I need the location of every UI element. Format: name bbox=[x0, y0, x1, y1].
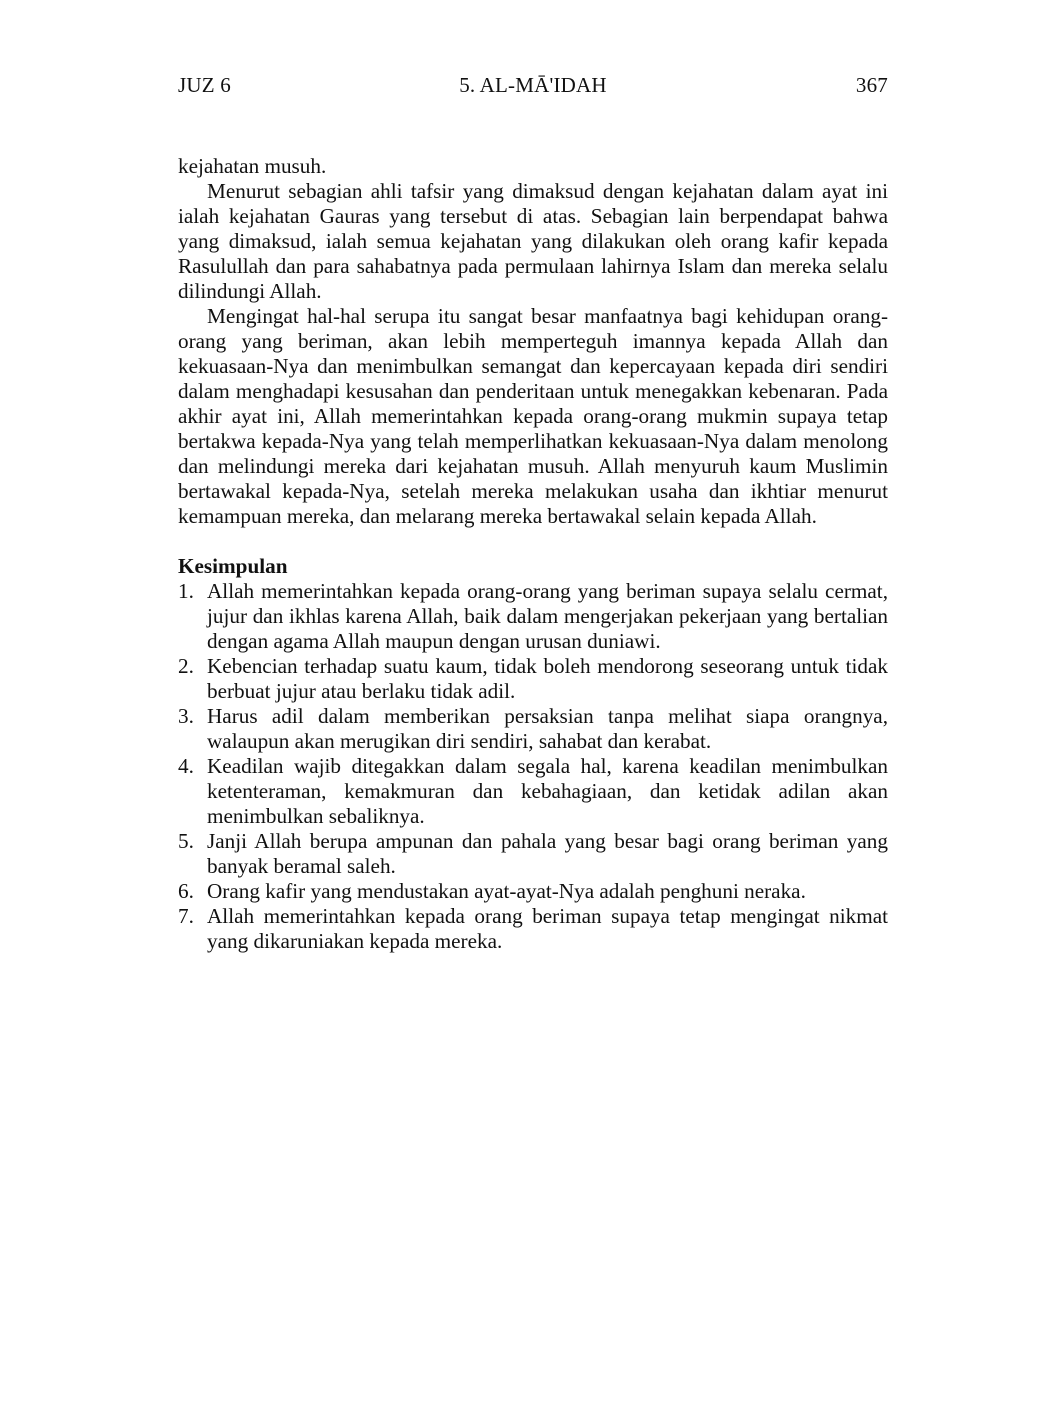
document-page bbox=[178, 68, 888, 954]
header-page-number: 367 bbox=[855, 73, 888, 97]
item-text: Janji Allah berupa ampunan dan pahala yang besar bagi orang beriman yang banyak beramal saleh. bbox=[207, 829, 888, 878]
item-number: 2. bbox=[178, 654, 194, 678]
conclusion-item bbox=[178, 654, 888, 704]
conclusion-item bbox=[178, 579, 888, 654]
conclusion-heading: Kesimpulan bbox=[178, 554, 288, 578]
item-text: Allah memerintahkan kepada orang-orang yang beriman supaya selalu cermat, jujur dan ikhlas karena Allah, baik dalam mengerjakan pekerjaan yang bertalian dengan agama Allah maupun dengan urusan duniawi. bbox=[207, 579, 888, 653]
header-surah-title: 5. AL-MĀ'IDAH bbox=[459, 73, 607, 97]
header-juz: JUZ 6 bbox=[178, 73, 231, 97]
item-number: 4. bbox=[178, 754, 194, 778]
running-header bbox=[178, 68, 888, 102]
item-text: Harus adil dalam memberikan persaksian tanpa melihat siapa orangnya, walaupun akan merugikan diri sendiri, sahabat dan kerabat. bbox=[207, 704, 888, 753]
item-number: 1. bbox=[178, 579, 194, 603]
item-text: Allah memerintahkan kepada orang beriman supaya tetap mengingat nikmat yang dikaruniakan kepada mereka. bbox=[207, 904, 888, 953]
conclusion-item bbox=[178, 904, 888, 954]
item-number: 6. bbox=[178, 879, 194, 903]
conclusion-list bbox=[178, 579, 888, 954]
paragraph-tafsir: Menurut sebagian ahli tafsir yang dimaksud dengan kejahatan dalam ayat ini ialah kejahatan Gauras yang tersebut di atas. Sebagian lain berpendapat bahwa yang dimaksud, ialah semua kejahatan yang dilakukan oleh orang kafir kepada Rasulullah dan para sahabatnya pada permulaan lahirnya Islam dan mereka selalu dilindungi Allah. bbox=[178, 179, 888, 303]
item-number: 3. bbox=[178, 704, 194, 728]
conclusion-item bbox=[178, 704, 888, 754]
item-text: Orang kafir yang mendustakan ayat-ayat-Nya adalah penghuni neraka. bbox=[207, 879, 806, 903]
body-text bbox=[178, 154, 888, 954]
paragraph-continuation: kejahatan musuh. bbox=[178, 154, 327, 178]
item-text: Kebencian terhadap suatu kaum, tidak boleh mendorong seseorang untuk tidak berbuat jujur atau berlaku tidak adil. bbox=[207, 654, 888, 703]
item-text: Keadilan wajib ditegakkan dalam segala hal, karena keadilan menimbulkan ketenteraman, kemakmuran dan kebahagiaan, dan ketidak adilan akan menimbulkan sebaliknya. bbox=[207, 754, 888, 828]
conclusion-item bbox=[178, 829, 888, 879]
item-number: 7. bbox=[178, 904, 194, 928]
conclusion-item bbox=[178, 754, 888, 829]
conclusion-item bbox=[178, 879, 888, 904]
paragraph-lesson: Mengingat hal-hal serupa itu sangat besar manfaatnya bagi kehidupan orang-orang yang beriman, akan lebih memperteguh imannya kepada Allah dan kekuasaan-Nya dan menimbulkan semangat dan kepercayaan kepada diri sendiri dalam menghadapi kesusahan dan penderitaan untuk menegakkan kebenaran. Pada akhir ayat ini, Allah memerintahkan kepada orang-orang mukmin supaya tetap bertakwa kepada-Nya yang telah memperlihatkan kekuasaan-Nya dalam menolong dan melindungi mereka dari kejahatan musuh. Allah menyuruh kaum Muslimin bertawakal kepada-Nya, setelah mereka melakukan usaha dan ikhtiar menurut kemampuan mereka, dan melarang mereka bertawakal selain kepada Allah. bbox=[178, 304, 888, 528]
item-number: 5. bbox=[178, 829, 194, 853]
